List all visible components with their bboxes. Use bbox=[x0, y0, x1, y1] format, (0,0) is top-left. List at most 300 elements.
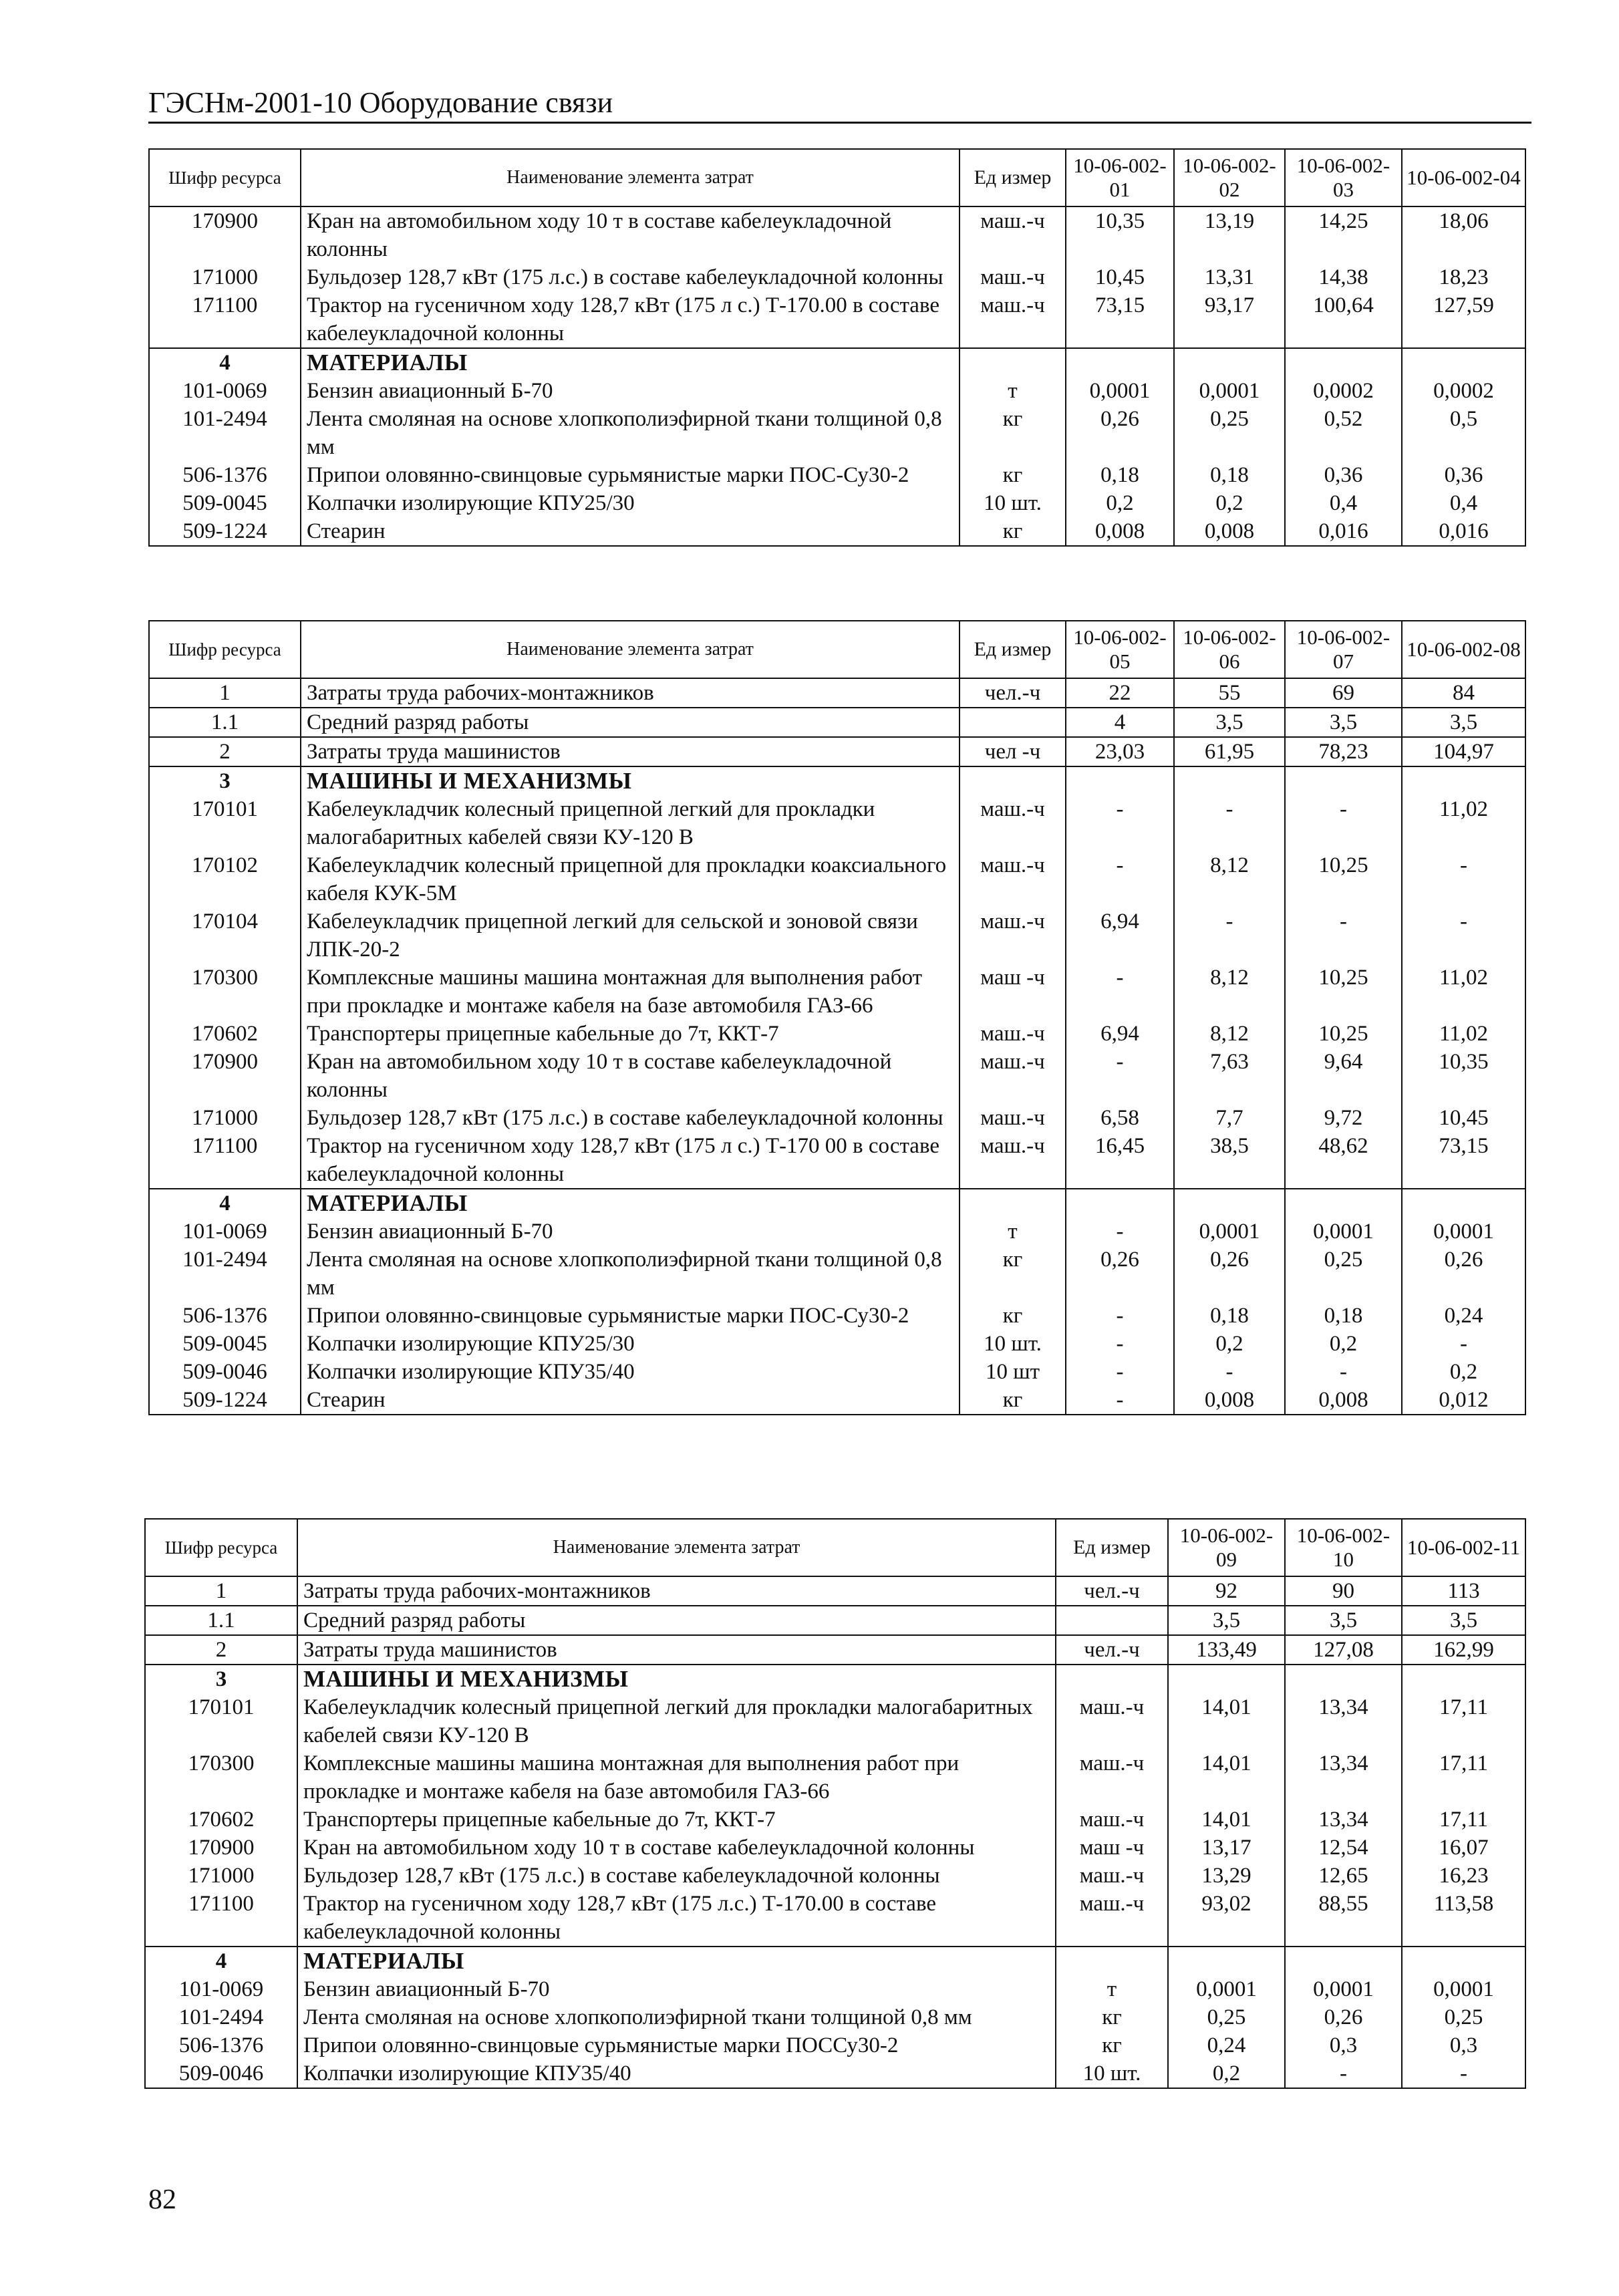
resource-code: 506-1376 bbox=[145, 2031, 297, 2059]
value-cell: 13,34 bbox=[1285, 1693, 1402, 1749]
table-row bbox=[149, 517, 1525, 546]
unit-cell: маш.-ч bbox=[960, 795, 1066, 851]
value-cell: 17,11 bbox=[1402, 1749, 1525, 1806]
unit-cell bbox=[1056, 1606, 1168, 1635]
table-row bbox=[145, 1862, 1525, 1890]
value-cell: 0,52 bbox=[1285, 405, 1402, 461]
column-header-norm: 10-06-002-10 bbox=[1285, 1519, 1402, 1576]
unit-cell: кг bbox=[1056, 2031, 1168, 2059]
resource-name: Трактор на гусеничном ходу 128,7 кВт (175 л с.) Т-170 00 в составе кабелеукладочной колонны bbox=[301, 1132, 960, 1189]
value-cell: - bbox=[1066, 1358, 1174, 1386]
resource-code: 170300 bbox=[145, 1749, 297, 1806]
value-cell: 38,5 bbox=[1174, 1132, 1285, 1189]
value-cell bbox=[1066, 1189, 1174, 1217]
resource-code: 171000 bbox=[149, 263, 301, 291]
resource-table-2 bbox=[148, 620, 1526, 1415]
value-cell: 10,25 bbox=[1285, 1020, 1402, 1048]
value-cell: 100,64 bbox=[1285, 291, 1402, 348]
table-row bbox=[149, 964, 1525, 1020]
value-cell: 10,35 bbox=[1066, 206, 1174, 263]
table-row bbox=[149, 206, 1525, 263]
resource-code: 170101 bbox=[145, 1693, 297, 1749]
resource-code: 509-0045 bbox=[149, 1330, 301, 1358]
value-cell: 17,11 bbox=[1402, 1693, 1525, 1749]
resource-code: 170300 bbox=[149, 964, 301, 1020]
resource-name: Кабелеукладчик прицепной легкий для сельской и зоновой связи ЛПК-20-2 bbox=[301, 907, 960, 964]
resource-name: Стеарин bbox=[301, 1386, 960, 1415]
resource-name: Кран на автомобильном ходу 10 т в составе кабелеукладочной колонны bbox=[301, 1048, 960, 1104]
resource-code: 3 bbox=[149, 766, 301, 795]
value-cell: 84 bbox=[1402, 678, 1525, 708]
table-row bbox=[149, 907, 1525, 964]
value-cell: 0,3 bbox=[1402, 2031, 1525, 2059]
table-row bbox=[149, 678, 1525, 708]
value-cell: 3,5 bbox=[1402, 1606, 1525, 1635]
unit-cell: маш.-ч bbox=[960, 263, 1066, 291]
table-row bbox=[149, 708, 1525, 737]
value-cell: 127,08 bbox=[1285, 1635, 1402, 1665]
value-cell: 0,36 bbox=[1285, 461, 1402, 489]
table-row bbox=[145, 2059, 1525, 2088]
unit-cell: кг bbox=[960, 1302, 1066, 1330]
value-cell: - bbox=[1174, 795, 1285, 851]
table-row bbox=[149, 263, 1525, 291]
value-cell: 0,18 bbox=[1174, 461, 1285, 489]
unit-cell: маш.-ч bbox=[1056, 1806, 1168, 1834]
value-cell: 14,01 bbox=[1168, 1749, 1285, 1806]
unit-cell: маш -ч bbox=[1056, 1834, 1168, 1862]
value-cell: 13,29 bbox=[1168, 1862, 1285, 1890]
resource-code: 506-1376 bbox=[149, 1302, 301, 1330]
unit-cell: маш.-ч bbox=[1056, 1890, 1168, 1947]
column-header-code: Шифр ресурса bbox=[149, 621, 301, 678]
table-row bbox=[145, 2003, 1525, 2031]
value-cell: 0,4 bbox=[1285, 489, 1402, 517]
page-header: ГЭСНм-2001-10 Оборудование связи bbox=[148, 86, 613, 119]
unit-cell: т bbox=[1056, 1975, 1168, 2003]
value-cell: 127,59 bbox=[1402, 291, 1525, 348]
column-header-name: Наименование элемента затрат bbox=[297, 1519, 1056, 1576]
value-cell: 0,008 bbox=[1066, 517, 1174, 546]
unit-cell: чел.-ч bbox=[1056, 1635, 1168, 1665]
value-cell: 69 bbox=[1285, 678, 1402, 708]
column-header-norm: 10-06-002-11 bbox=[1402, 1519, 1525, 1576]
unit-cell: кг bbox=[960, 1246, 1066, 1302]
value-cell: 12,65 bbox=[1285, 1862, 1402, 1890]
resource-name: Колпачки изолирующие КПУ25/30 bbox=[301, 1330, 960, 1358]
column-header-norm: 10-06-002-03 bbox=[1285, 149, 1402, 206]
resource-code: 1.1 bbox=[149, 708, 301, 737]
resource-name: Бульдозер 128,7 кВт (175 л.с.) в составе кабелеукладочной колонны bbox=[301, 263, 960, 291]
resource-code: 170101 bbox=[149, 795, 301, 851]
value-cell bbox=[1402, 1665, 1525, 1693]
column-header-unit: Ед измер bbox=[960, 621, 1066, 678]
value-cell: 0,24 bbox=[1168, 2031, 1285, 2059]
resource-code: 1 bbox=[145, 1576, 297, 1606]
value-cell: 13,19 bbox=[1174, 206, 1285, 263]
value-cell: 0,2 bbox=[1174, 489, 1285, 517]
value-cell: 93,17 bbox=[1174, 291, 1285, 348]
value-cell bbox=[1285, 348, 1402, 377]
table-row bbox=[149, 1246, 1525, 1302]
unit-cell: т bbox=[960, 377, 1066, 405]
resource-name: Кабелеукладчик колесный прицепной для прокладки коаксиального кабеля КУК-5М bbox=[301, 851, 960, 907]
value-cell bbox=[1285, 1947, 1402, 1975]
value-cell: 93,02 bbox=[1168, 1890, 1285, 1947]
unit-cell: маш.-ч bbox=[960, 291, 1066, 348]
table-row bbox=[149, 1048, 1525, 1104]
resource-code: 101-0069 bbox=[145, 1975, 297, 2003]
value-cell bbox=[1285, 1665, 1402, 1693]
value-cell: 10,25 bbox=[1285, 964, 1402, 1020]
resource-name: Бензин авиационный Б-70 bbox=[297, 1975, 1056, 2003]
unit-cell: кг bbox=[960, 405, 1066, 461]
table-row bbox=[149, 851, 1525, 907]
resource-name: Комплексные машины машина монтажная для выполнения работ при прокладке и монтаже кабеля на базе автомобиля ГАЗ-66 bbox=[301, 964, 960, 1020]
unit-cell: маш.-ч bbox=[960, 1048, 1066, 1104]
table-row bbox=[149, 1217, 1525, 1246]
unit-cell: маш.-ч bbox=[960, 206, 1066, 263]
resource-code: 171000 bbox=[145, 1862, 297, 1890]
value-cell: 0,2 bbox=[1285, 1330, 1402, 1358]
value-cell: - bbox=[1066, 851, 1174, 907]
unit-cell bbox=[1056, 1947, 1168, 1975]
column-header-norm: 10-06-002-02 bbox=[1174, 149, 1285, 206]
value-cell bbox=[1285, 1189, 1402, 1217]
table-row bbox=[149, 1302, 1525, 1330]
resource-name: Припои оловянно-свинцовые сурьмянистые марки ПОС-Су30-2 bbox=[301, 1302, 960, 1330]
value-cell: 4 bbox=[1066, 708, 1174, 737]
value-cell: 0,26 bbox=[1066, 405, 1174, 461]
resource-code: 101-2494 bbox=[149, 1246, 301, 1302]
table-row bbox=[149, 795, 1525, 851]
unit-cell: кг bbox=[960, 461, 1066, 489]
table-row bbox=[145, 1834, 1525, 1862]
unit-cell: маш.-ч bbox=[960, 1104, 1066, 1132]
value-cell: - bbox=[1402, 1330, 1525, 1358]
value-cell: 9,72 bbox=[1285, 1104, 1402, 1132]
value-cell: 0,26 bbox=[1066, 1246, 1174, 1302]
value-cell: 6,94 bbox=[1066, 1020, 1174, 1048]
value-cell: 14,25 bbox=[1285, 206, 1402, 263]
resource-code: 170900 bbox=[149, 1048, 301, 1104]
unit-cell bbox=[960, 1189, 1066, 1217]
column-header-norm: 10-06-002-09 bbox=[1168, 1519, 1285, 1576]
column-header-code: Шифр ресурса bbox=[149, 149, 301, 206]
resource-name: Лента смоляная на основе хлопкополиэфирной ткани толщиной 0,8 мм bbox=[301, 405, 960, 461]
value-cell: 13,34 bbox=[1285, 1749, 1402, 1806]
value-cell: 0,26 bbox=[1174, 1246, 1285, 1302]
resource-code: 4 bbox=[145, 1947, 297, 1975]
value-cell: 0,2 bbox=[1402, 1358, 1525, 1386]
resource-name: Бульдозер 128,7 кВт (175 л.с.) в составе кабелеукладочной колонны bbox=[297, 1862, 1056, 1890]
value-cell: 8,12 bbox=[1174, 851, 1285, 907]
value-cell: 10,35 bbox=[1402, 1048, 1525, 1104]
unit-cell: 10 шт. bbox=[960, 1330, 1066, 1358]
value-cell: 90 bbox=[1285, 1576, 1402, 1606]
resource-code: 101-0069 bbox=[149, 1217, 301, 1246]
value-cell: 0,18 bbox=[1174, 1302, 1285, 1330]
resource-code: 171100 bbox=[149, 1132, 301, 1189]
value-cell bbox=[1402, 766, 1525, 795]
value-cell bbox=[1168, 1947, 1285, 1975]
resource-code: 3 bbox=[145, 1665, 297, 1693]
unit-cell: маш.-ч bbox=[1056, 1862, 1168, 1890]
value-cell: 0,2 bbox=[1174, 1330, 1285, 1358]
resource-name: Средний разряд работы bbox=[301, 708, 960, 737]
value-cell: 0,2 bbox=[1066, 489, 1174, 517]
value-cell: - bbox=[1174, 907, 1285, 964]
resource-name: Кран на автомобильном ходу 10 т в составе кабелеукладочной колонны bbox=[297, 1834, 1056, 1862]
value-cell: - bbox=[1066, 1217, 1174, 1246]
value-cell: - bbox=[1066, 964, 1174, 1020]
value-cell: - bbox=[1066, 795, 1174, 851]
resource-code: 509-1224 bbox=[149, 517, 301, 546]
resource-code: 4 bbox=[149, 348, 301, 377]
value-cell: - bbox=[1066, 1048, 1174, 1104]
resource-table-1 bbox=[148, 148, 1526, 547]
table-row bbox=[149, 461, 1525, 489]
table-row bbox=[149, 377, 1525, 405]
resource-name: Колпачки изолирующие КПУ35/40 bbox=[301, 1358, 960, 1386]
resource-name: Кабелеукладчик колесный прицепной легкий для прокладки малогабаритных кабелей связи КУ-120 В bbox=[297, 1693, 1056, 1749]
resource-code: 2 bbox=[149, 737, 301, 766]
value-cell: 8,12 bbox=[1174, 964, 1285, 1020]
unit-cell: чел -ч bbox=[960, 737, 1066, 766]
resource-code: 170104 bbox=[149, 907, 301, 964]
resource-code: 506-1376 bbox=[149, 461, 301, 489]
unit-cell: маш.-ч bbox=[1056, 1693, 1168, 1749]
value-cell: 133,49 bbox=[1168, 1635, 1285, 1665]
resource-name: Стеарин bbox=[301, 517, 960, 546]
value-cell: 6,94 bbox=[1066, 907, 1174, 964]
table-row bbox=[145, 2031, 1525, 2059]
column-header-norm: 10-06-002-01 bbox=[1066, 149, 1174, 206]
value-cell bbox=[1402, 348, 1525, 377]
resource-code: 101-0069 bbox=[149, 377, 301, 405]
value-cell: 22 bbox=[1066, 678, 1174, 708]
resource-code: 170900 bbox=[145, 1834, 297, 1862]
value-cell: 13,17 bbox=[1168, 1834, 1285, 1862]
value-cell: 16,07 bbox=[1402, 1834, 1525, 1862]
value-cell: - bbox=[1402, 851, 1525, 907]
unit-cell bbox=[960, 708, 1066, 737]
resource-name: Бульдозер 128,7 кВт (175 л.с.) в составе кабелеукладочной колонны bbox=[301, 1104, 960, 1132]
value-cell: 14,01 bbox=[1168, 1806, 1285, 1834]
resource-code: 170900 bbox=[149, 206, 301, 263]
unit-cell: 10 шт. bbox=[1056, 2059, 1168, 2088]
resource-name: Колпачки изолирующие КПУ25/30 bbox=[301, 489, 960, 517]
value-cell: 12,54 bbox=[1285, 1834, 1402, 1862]
value-cell: 0,0001 bbox=[1168, 1975, 1285, 2003]
table-row bbox=[149, 291, 1525, 348]
value-cell: 0,0002 bbox=[1285, 377, 1402, 405]
resource-code: 509-0045 bbox=[149, 489, 301, 517]
value-cell: 3,5 bbox=[1285, 1606, 1402, 1635]
value-cell: 78,23 bbox=[1285, 737, 1402, 766]
value-cell: 9,64 bbox=[1285, 1048, 1402, 1104]
value-cell: 0,016 bbox=[1402, 517, 1525, 546]
section-row bbox=[149, 348, 1525, 377]
unit-cell: маш.-ч bbox=[960, 851, 1066, 907]
value-cell bbox=[1402, 1947, 1525, 1975]
resource-name: Средний разряд работы bbox=[297, 1606, 1056, 1635]
header-rule bbox=[148, 122, 1531, 124]
value-cell: 0,0001 bbox=[1402, 1975, 1525, 2003]
resource-code: 101-2494 bbox=[145, 2003, 297, 2031]
resource-code: 509-0046 bbox=[149, 1358, 301, 1386]
value-cell: 48,62 bbox=[1285, 1132, 1402, 1189]
table-row bbox=[149, 405, 1525, 461]
resource-code: 170602 bbox=[145, 1806, 297, 1834]
value-cell: - bbox=[1066, 1330, 1174, 1358]
value-cell: 0,26 bbox=[1285, 2003, 1402, 2031]
value-cell: 18,06 bbox=[1402, 206, 1525, 263]
table-row bbox=[145, 1975, 1525, 2003]
resource-name: МАТЕРИАЛЫ bbox=[301, 1189, 960, 1217]
table-row bbox=[149, 1358, 1525, 1386]
value-cell: 11,02 bbox=[1402, 795, 1525, 851]
resource-name: МАШИНЫ И МЕХАНИЗМЫ bbox=[301, 766, 960, 795]
value-cell: 0,008 bbox=[1174, 517, 1285, 546]
value-cell: 0,25 bbox=[1402, 2003, 1525, 2031]
unit-cell bbox=[960, 766, 1066, 795]
unit-cell bbox=[960, 348, 1066, 377]
resource-name: Комплексные машины машина монтажная для выполнения работ при прокладке и монтаже кабеля на базе автомобиля ГАЗ-66 bbox=[297, 1749, 1056, 1806]
value-cell: 8,12 bbox=[1174, 1020, 1285, 1048]
resource-name: Колпачки изолирующие КПУ35/40 bbox=[297, 2059, 1056, 2088]
value-cell: - bbox=[1285, 795, 1402, 851]
resource-name: Кабелеукладчик колесный прицепной легкий для прокладки малогабаритных кабелей связи КУ-120 В bbox=[301, 795, 960, 851]
unit-cell bbox=[1056, 1665, 1168, 1693]
resource-name: Трактор на гусеничном ходу 128,7 кВт (175 л с.) Т-170.00 в составе кабелеукладочной колонны bbox=[301, 291, 960, 348]
value-cell: 11,02 bbox=[1402, 1020, 1525, 1048]
value-cell: 0,0002 bbox=[1402, 377, 1525, 405]
value-cell: 11,02 bbox=[1402, 964, 1525, 1020]
table-row bbox=[149, 1386, 1525, 1415]
value-cell: 6,58 bbox=[1066, 1104, 1174, 1132]
value-cell bbox=[1066, 766, 1174, 795]
value-cell: - bbox=[1402, 2059, 1525, 2088]
resource-name: Трактор на гусеничном ходу 128,7 кВт (175 л.с.) Т-170.00 в составе кабелеукладочной колонны bbox=[297, 1890, 1056, 1947]
column-header-name: Наименование элемента затрат bbox=[301, 149, 960, 206]
unit-cell: кг bbox=[960, 1386, 1066, 1415]
value-cell: 55 bbox=[1174, 678, 1285, 708]
column-header-unit: Ед измер bbox=[960, 149, 1066, 206]
unit-cell: кг bbox=[1056, 2003, 1168, 2031]
resource-name: Затраты труда машинистов bbox=[301, 737, 960, 766]
column-header-unit: Ед измер bbox=[1056, 1519, 1168, 1576]
value-cell: 0,0001 bbox=[1402, 1217, 1525, 1246]
value-cell bbox=[1174, 1189, 1285, 1217]
value-cell: 0,25 bbox=[1174, 405, 1285, 461]
value-cell: 7,7 bbox=[1174, 1104, 1285, 1132]
value-cell: 0,016 bbox=[1285, 517, 1402, 546]
value-cell: 0,3 bbox=[1285, 2031, 1402, 2059]
column-header-norm: 10-06-002-04 bbox=[1402, 149, 1525, 206]
value-cell: 104,97 bbox=[1402, 737, 1525, 766]
column-header-norm: 10-06-002-06 bbox=[1174, 621, 1285, 678]
value-cell bbox=[1285, 766, 1402, 795]
resource-name: Кран на автомобильном ходу 10 т в составе кабелеукладочной колонны bbox=[301, 206, 960, 263]
resource-code: 171000 bbox=[149, 1104, 301, 1132]
section-row bbox=[149, 1189, 1525, 1217]
value-cell: 14,38 bbox=[1285, 263, 1402, 291]
value-cell: 0,008 bbox=[1285, 1386, 1402, 1415]
section-row bbox=[145, 1947, 1525, 1975]
value-cell: 0,0001 bbox=[1174, 377, 1285, 405]
value-cell: 73,15 bbox=[1066, 291, 1174, 348]
unit-cell: чел.-ч bbox=[1056, 1576, 1168, 1606]
value-cell bbox=[1174, 348, 1285, 377]
unit-cell: 10 шт bbox=[960, 1358, 1066, 1386]
value-cell: 3,5 bbox=[1285, 708, 1402, 737]
resource-code: 170602 bbox=[149, 1020, 301, 1048]
resource-code: 171100 bbox=[145, 1890, 297, 1947]
value-cell: 7,63 bbox=[1174, 1048, 1285, 1104]
value-cell: 73,15 bbox=[1402, 1132, 1525, 1189]
resource-name: Припои оловянно-свинцовые сурьмянистые марки ПОС-Су30-2 bbox=[301, 461, 960, 489]
resource-name: Транспортеры прицепные кабельные до 7т, ККТ-7 bbox=[301, 1020, 960, 1048]
value-cell: 18,23 bbox=[1402, 263, 1525, 291]
value-cell bbox=[1174, 766, 1285, 795]
value-cell: 61,95 bbox=[1174, 737, 1285, 766]
resource-name: Припои оловянно-свинцовые сурьмянистые марки ПОССу30-2 bbox=[297, 2031, 1056, 2059]
resource-name: Затраты труда рабочих-монтажников bbox=[301, 678, 960, 708]
value-cell: 0,0001 bbox=[1174, 1217, 1285, 1246]
value-cell bbox=[1168, 1665, 1285, 1693]
value-cell: - bbox=[1174, 1358, 1285, 1386]
table-row bbox=[145, 1806, 1525, 1834]
unit-cell: 10 шт. bbox=[960, 489, 1066, 517]
value-cell: 3,5 bbox=[1402, 708, 1525, 737]
resource-name: МАТЕРИАЛЫ bbox=[301, 348, 960, 377]
resource-name: Затраты труда машинистов bbox=[297, 1635, 1056, 1665]
resource-name: Бензин авиационный Б-70 bbox=[301, 377, 960, 405]
value-cell bbox=[1402, 1189, 1525, 1217]
table-row bbox=[149, 737, 1525, 766]
value-cell: 16,23 bbox=[1402, 1862, 1525, 1890]
resource-code: 509-0046 bbox=[145, 2059, 297, 2088]
table-row bbox=[145, 1749, 1525, 1806]
table-row bbox=[149, 1330, 1525, 1358]
value-cell: 0,4 bbox=[1402, 489, 1525, 517]
resource-code: 509-1224 bbox=[149, 1386, 301, 1415]
resource-name: Затраты труда рабочих-монтажников bbox=[297, 1576, 1056, 1606]
table-row bbox=[145, 1635, 1525, 1665]
resource-name: Бензин авиационный Б-70 bbox=[301, 1217, 960, 1246]
unit-cell: маш.-ч bbox=[1056, 1749, 1168, 1806]
value-cell: 162,99 bbox=[1402, 1635, 1525, 1665]
unit-cell: маш.-ч bbox=[960, 1020, 1066, 1048]
column-header-code: Шифр ресурса bbox=[145, 1519, 297, 1576]
resource-code: 1.1 bbox=[145, 1606, 297, 1635]
value-cell: 0,0001 bbox=[1285, 1975, 1402, 2003]
resource-name: Лента смоляная на основе хлопкополиэфирной ткани толщиной 0,8 мм bbox=[301, 1246, 960, 1302]
table-row bbox=[145, 1890, 1525, 1947]
value-cell: 0,0001 bbox=[1285, 1217, 1402, 1246]
value-cell: 3,5 bbox=[1168, 1606, 1285, 1635]
value-cell: 13,34 bbox=[1285, 1806, 1402, 1834]
value-cell: 113 bbox=[1402, 1576, 1525, 1606]
value-cell: 23,03 bbox=[1066, 737, 1174, 766]
value-cell: 0,26 bbox=[1402, 1246, 1525, 1302]
section-row bbox=[145, 1665, 1525, 1693]
value-cell: 88,55 bbox=[1285, 1890, 1402, 1947]
table-row bbox=[145, 1693, 1525, 1749]
value-cell: 0,25 bbox=[1168, 2003, 1285, 2031]
table-row bbox=[149, 1020, 1525, 1048]
